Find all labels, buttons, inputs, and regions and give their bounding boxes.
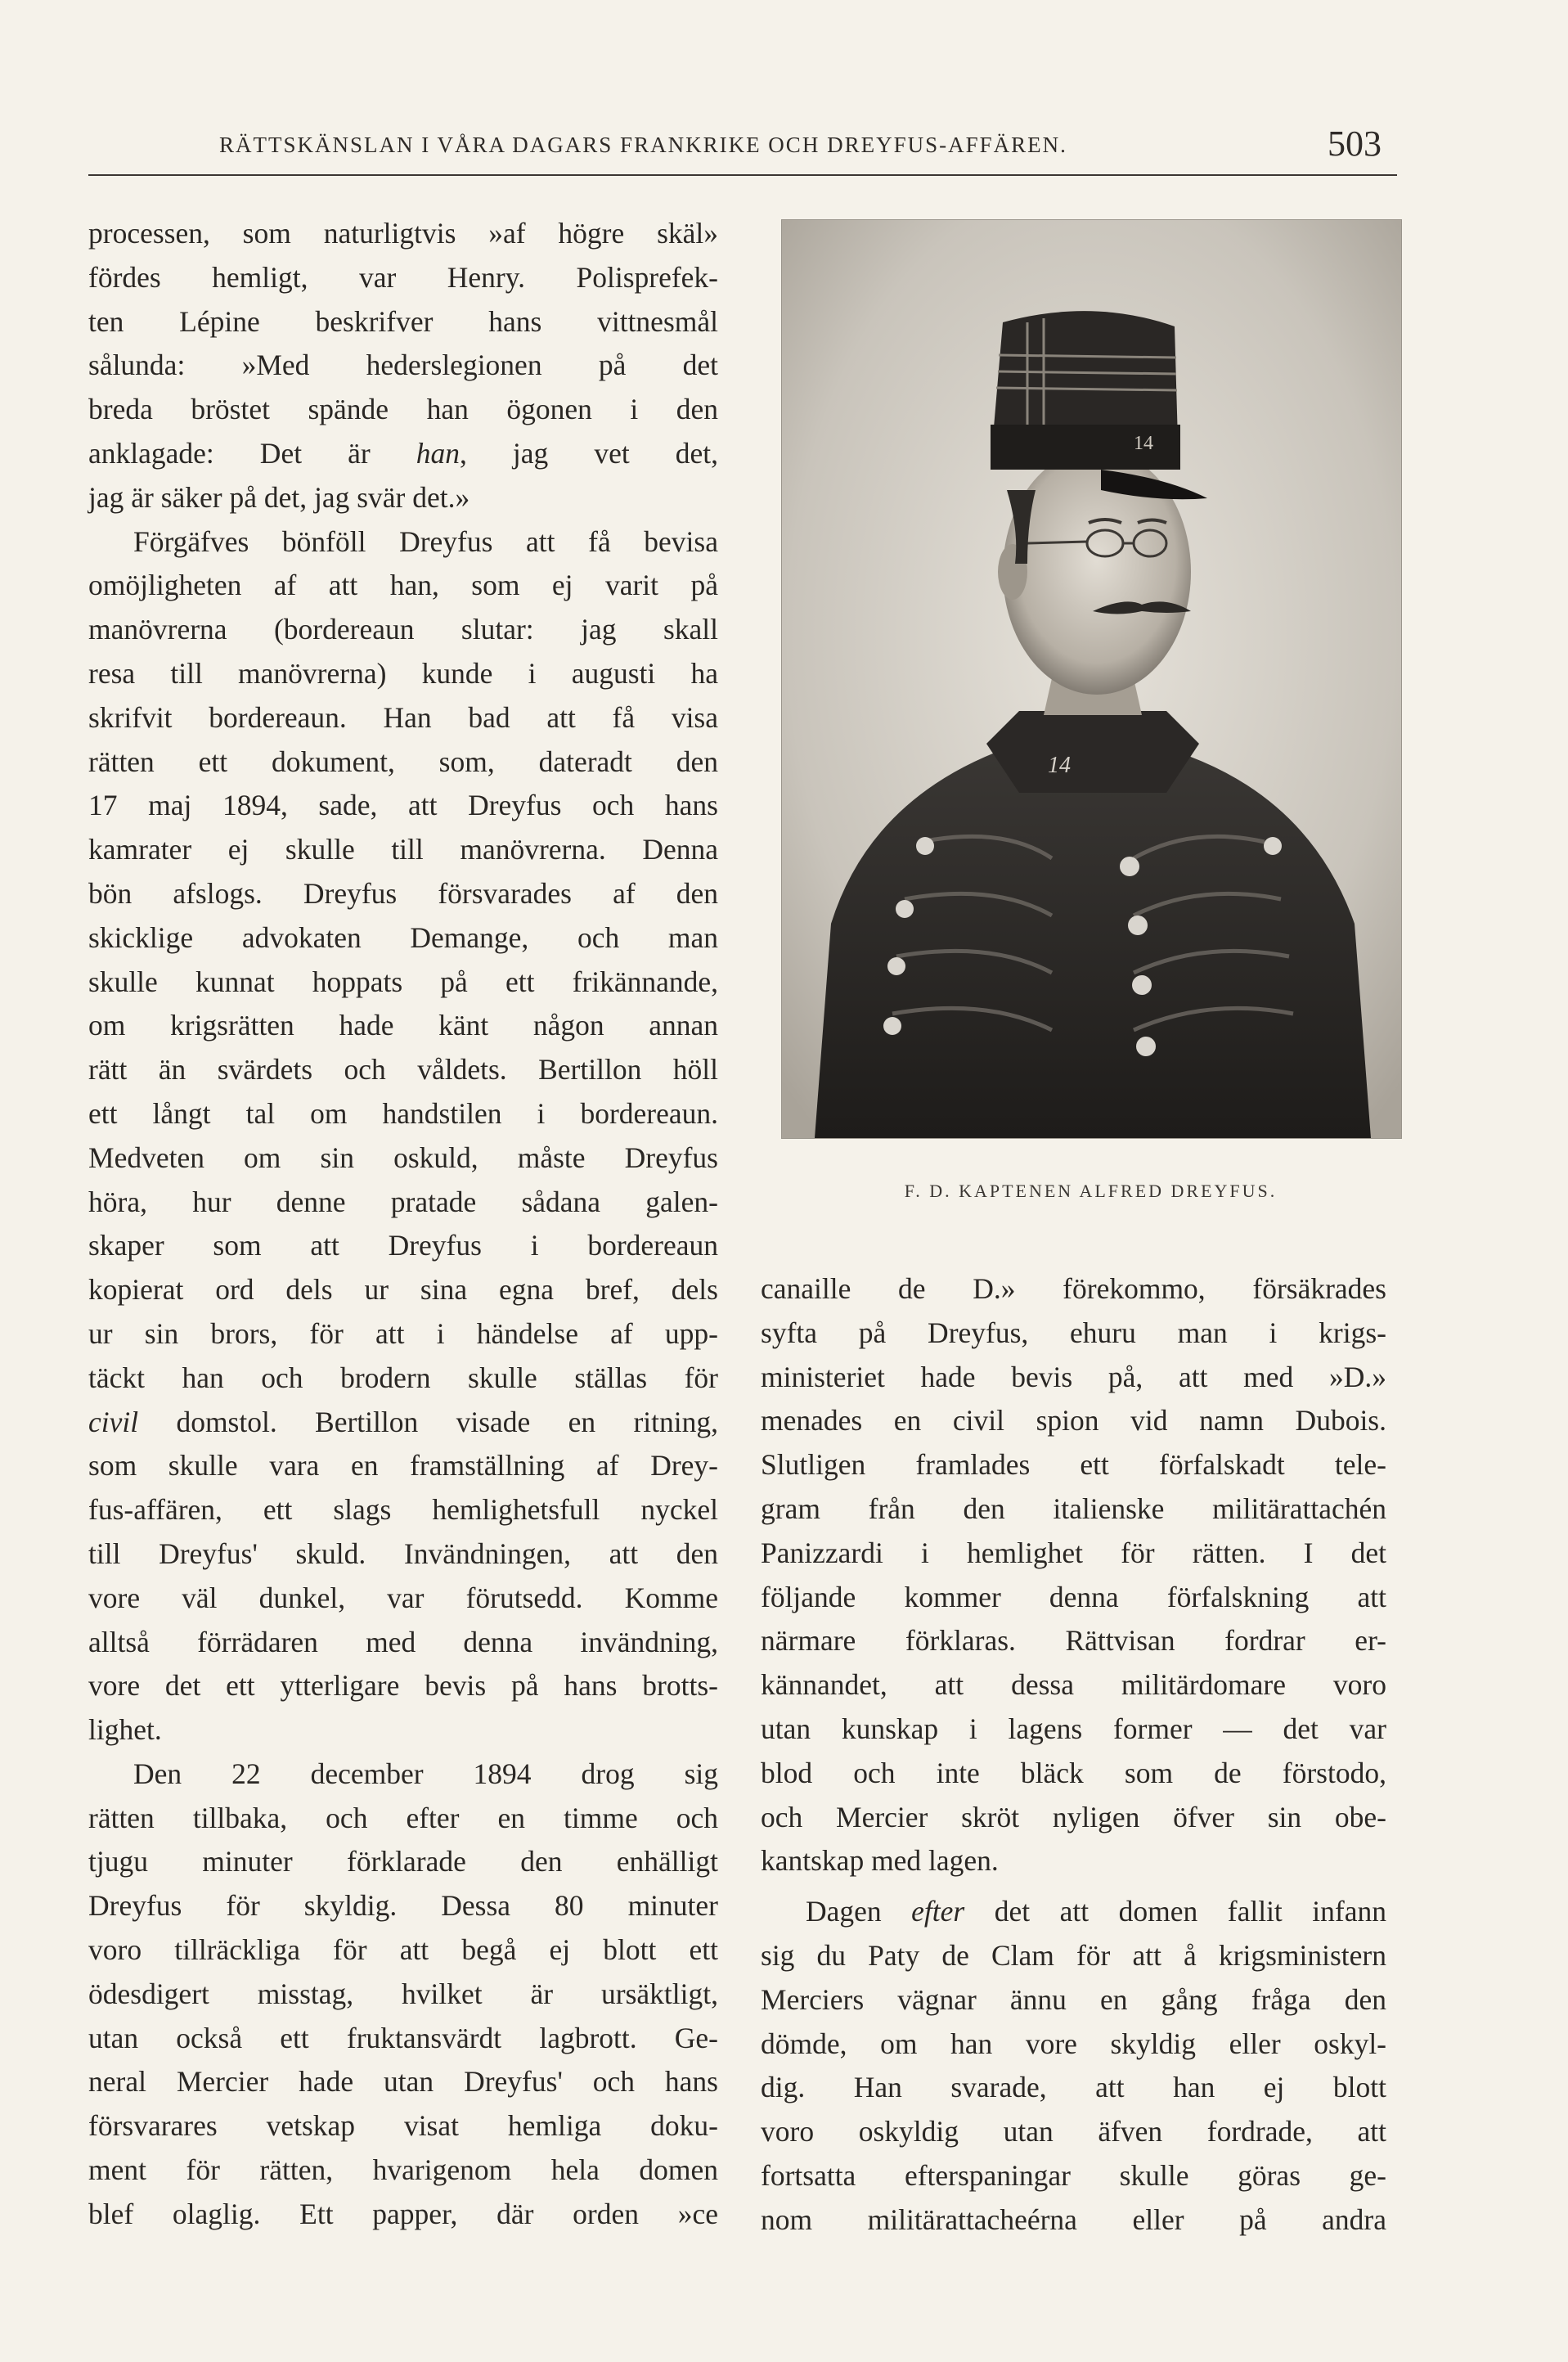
text-line: som skulle vara en framställning af Drey- [88, 1449, 718, 1482]
text-line: voro tillräckliga för att begå ej blott ett [88, 1933, 718, 1967]
text-line: Dreyfus för skyldig. Dessa 80 minuter [88, 1889, 718, 1923]
header-rule [88, 174, 1397, 176]
text-line: vore väl dunkel, var förutsedd. Komme [88, 1581, 718, 1614]
text-line: Slutligen framlades ett förfalskadt tele- [761, 1448, 1386, 1482]
text-line: höra, hur denne pratade sådana galen- [88, 1185, 718, 1218]
text-line: rätten tillbaka, och efter en timme och [88, 1801, 718, 1834]
text-line: ten Lépine beskrifver hans vittnesmål [88, 304, 718, 338]
text-line: Förgäfves bönföll Dreyfus att få bevisa [133, 524, 718, 558]
text-line: voro oskyldig utan äfven fordrade, att [761, 2115, 1386, 2148]
text-line: syfta på Dreyfus, ehuru man i krigs- [761, 1316, 1386, 1349]
text-line: Panizzardi i hemlighet för rätten. I det [761, 1536, 1386, 1569]
text-line: skicklige advokaten Demange, och man [88, 920, 718, 954]
text-line: menades en civil spion vid namn Dubois. [761, 1404, 1386, 1437]
text-line: fördes hemligt, var Henry. Polisprefek- [88, 260, 718, 294]
text-line: vore det ett ytterligare bevis på hans brotts- [88, 1669, 718, 1703]
text-line: ment för rätten, hvarigenom hela domen [88, 2153, 718, 2187]
text-line: kantskap med lagen. [761, 1844, 999, 1878]
cap-number: 14 [1134, 433, 1153, 454]
text-line: följande kommer denna förfalskning att [761, 1580, 1386, 1613]
text-line: kamrater ej skulle till manövrerna. Denna [88, 833, 718, 866]
text-line: ministeriet hade bevis på, att med »D.» [761, 1360, 1386, 1393]
text-line: ödesdigert misstag, hvilket är ursäktligt, [88, 1977, 718, 2010]
text-line: sålunda: »Med hederslegionen på det [88, 349, 718, 382]
text-line: närmare förklaras. Rättvisan fordrar er- [761, 1624, 1386, 1658]
text-line-with-italic [88, 1401, 718, 1445]
text-line: fortsatta efterspaningar skulle göras ge- [761, 2158, 1386, 2192]
text-line: omöjligheten af att han, som ej varit på [88, 569, 718, 602]
text-line: blod och inte bläck som de förstodo, [761, 1756, 1386, 1789]
text-line: blef olaglig. Ett papper, där orden »ce [88, 2197, 718, 2230]
text-line: kopierat ord dels ur sina egna bref, dels [88, 1273, 718, 1307]
text-line: kännandet, att dessa militärdomare voro [761, 1668, 1386, 1702]
text-line: utan också ett fruktansvärdt lagbrott. Ge- [88, 2021, 718, 2054]
left-column [88, 212, 718, 2237]
text-line: canaille de D.» förekommo, försäkrades [761, 1272, 1386, 1305]
figure-caption: F. D. KAPTENEN ALFRED DREYFUS. [904, 1181, 1278, 1201]
text-line: processen, som naturligtvis »af högre skäl» [88, 217, 718, 250]
text-line: rätt än svärdets och våldets. Bertillon höll [88, 1053, 718, 1087]
text-line: om krigsrätten hade känt någon annan [88, 1009, 718, 1042]
text-line: Medveten om sin oskuld, måste Dreyfus [88, 1141, 718, 1174]
collar-number: 14 [1048, 753, 1071, 778]
text-line: breda bröstet spände han ögonen i den [88, 393, 718, 426]
text-line: täckt han och brodern skulle ställas för [88, 1361, 718, 1394]
text-line-with-italic [88, 432, 718, 476]
text-line: skrifvit bordereaun. Han bad att få visa [88, 700, 718, 734]
text-line: utan kunskap i lagens former — det var [761, 1712, 1386, 1745]
text-line: försvarares vetskap visat hemliga doku- [88, 2109, 718, 2143]
text-span: det att domen fallit infann [964, 1895, 1386, 1928]
text-line: Den 22 december 1894 drog sig [133, 1757, 718, 1790]
text-line: fus-affären, ett slags hemlighetsfull nyckel [88, 1493, 718, 1527]
portrait-figure [781, 219, 1402, 1139]
text-line: rätten ett dokument, som, dateradt den [88, 745, 718, 778]
text-line: manövrerna (bordereaun slutar: jag skall [88, 613, 718, 646]
italic-word: efter [911, 1895, 965, 1928]
text-line: ett långt tal om handstilen i bordereaun. [88, 1096, 718, 1130]
text-span: anklagade: Det är [88, 436, 416, 470]
page-number: 503 [1328, 124, 1382, 164]
italic-word: han [416, 436, 460, 470]
text-line: dig. Han svarade, att han ej blott [761, 2071, 1386, 2104]
text-line: sig du Paty de Clam för att å krigsministern [761, 1938, 1386, 1972]
page-header [88, 121, 1397, 170]
running-head: RÄTTSKÄNSLAN I VÅRA DAGARS FRANKRIKE OCH DREYFUS-AFFÄREN. [219, 133, 1067, 157]
text-line: 17 maj 1894, sade, att Dreyfus och hans [88, 789, 718, 822]
text-line: Merciers vägnar ännu en gång fråga den [761, 1982, 1386, 2016]
text-line: gram från den italienske militärattachén [761, 1491, 1386, 1525]
text-line: skulle kunnat hoppats på ett frikännande, [88, 965, 718, 998]
text-line: till Dreyfus' skuld. Invändningen, att den [88, 1536, 718, 1570]
text-line-with-italic [761, 1890, 1386, 1934]
text-line: tjugu minuter förklarade den enhälligt [88, 1845, 718, 1878]
text-span: , jag vet det, [460, 436, 719, 470]
text-line: lighet. [88, 1713, 162, 1747]
text-line: neral Mercier hade utan Dreyfus' och hans [88, 2065, 718, 2099]
text-span: Dagen [806, 1895, 912, 1928]
text-line: alltså förrädaren med denna invändning, [88, 1625, 718, 1658]
text-line: nom militärattacheérna eller på andra [761, 2202, 1386, 2236]
italic-word: civil [88, 1405, 139, 1438]
text-line: ur sin brors, för att i händelse af upp- [88, 1316, 718, 1350]
text-line: jag är säker på det, jag svär det.» [88, 480, 470, 514]
portrait-image [782, 220, 1401, 1138]
right-column [761, 1267, 1386, 2243]
text-line: och Mercier skröt nyligen öfver sin obe- [761, 1800, 1386, 1833]
text-line: skaper som att Dreyfus i bordereaun [88, 1229, 718, 1262]
text-line: resa till manövrerna) kunde i augusti ha [88, 656, 718, 690]
text-line: dömde, om han vore skyldig eller oskyl- [761, 2027, 1386, 2060]
text-span: domstol. Bertillon visade en ritning, [138, 1405, 718, 1438]
text-line: bön afslogs. Dreyfus försvarades af den [88, 876, 718, 910]
